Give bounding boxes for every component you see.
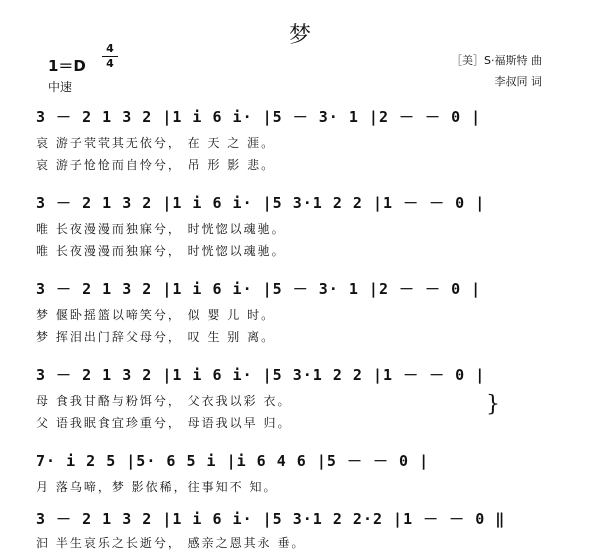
lyric-line: 父 语我眠食宜珍重兮， 母语我以早 归。 bbox=[36, 416, 292, 430]
lyric-line: 梦 偃卧摇篮以啼笑兮， 似 婴 儿 时。 bbox=[36, 308, 276, 322]
notation-row: 3 － 2 1 3 2 |1 i 6 i· |5 － 3· 1 |2 － － 0 | bbox=[36, 108, 482, 126]
notation-row: 3 － 2 1 3 2 |1 i 6 i· |5 3·1 2 2 |1 － － 0 | bbox=[36, 366, 486, 384]
notation-row: 7· i 2 5 |5· 6 5 i |i 6 4 6 |5 － － 0 | bbox=[36, 452, 430, 470]
score-system-4 bbox=[0, 364, 600, 434]
time-signature bbox=[102, 43, 118, 70]
score-system-1 bbox=[0, 106, 600, 176]
score-system-6 bbox=[0, 508, 600, 553]
lyric-line: 哀 游子怆怆而自怜兮， 吊 形 影 悲。 bbox=[36, 158, 276, 172]
credit-music: ［美］S·福斯特 曲 bbox=[451, 54, 542, 67]
song-title: 梦 bbox=[288, 23, 311, 48]
notation-row: 3 － 2 1 3 2 |1 i 6 i· |5 3·1 2 2 |1 － － 0 | bbox=[36, 194, 486, 212]
score-system-3 bbox=[0, 278, 600, 348]
credit-lyrics: 李叔同 词 bbox=[494, 75, 542, 88]
score-system-5 bbox=[0, 450, 600, 498]
repeat-brace: } bbox=[486, 392, 500, 417]
lyric-line: 母 食我甘酪与粉饵兮， 父衣我以彩 衣。 bbox=[36, 394, 292, 408]
tempo-marking: 中速 bbox=[48, 80, 73, 94]
lyric-line: 唯 长夜漫漫而独寐兮， 时恍惚以魂驰。 bbox=[36, 222, 286, 236]
key-signature: 1＝D bbox=[48, 57, 86, 75]
lyric-line: 梦 挥泪出门辞父母兮， 叹 生 别 离。 bbox=[36, 330, 276, 344]
time-signature-top: 4 bbox=[106, 42, 114, 55]
lyric-line: 月 落乌啼，梦 影依稀，往事知不 知。 bbox=[36, 480, 278, 494]
notation-row: 3 － 2 1 3 2 |1 i 6 i· |5 3·1 2 2·2 |1 － － 0 ‖ bbox=[36, 510, 506, 528]
lyric-line: 汩 半生哀乐之长逝兮， 感亲之恩其永 垂。 bbox=[36, 536, 306, 550]
time-signature-bottom: 4 bbox=[106, 57, 114, 70]
lyric-line: 哀 游子茕茕其无依兮， 在 天 之 涯。 bbox=[36, 136, 276, 150]
lyric-line: 唯 长夜漫漫而独寐兮， 时恍惚以魂驰。 bbox=[36, 244, 286, 258]
score-system-2 bbox=[0, 192, 600, 262]
notation-row: 3 － 2 1 3 2 |1 i 6 i· |5 － 3· 1 |2 － － 0 | bbox=[36, 280, 482, 298]
